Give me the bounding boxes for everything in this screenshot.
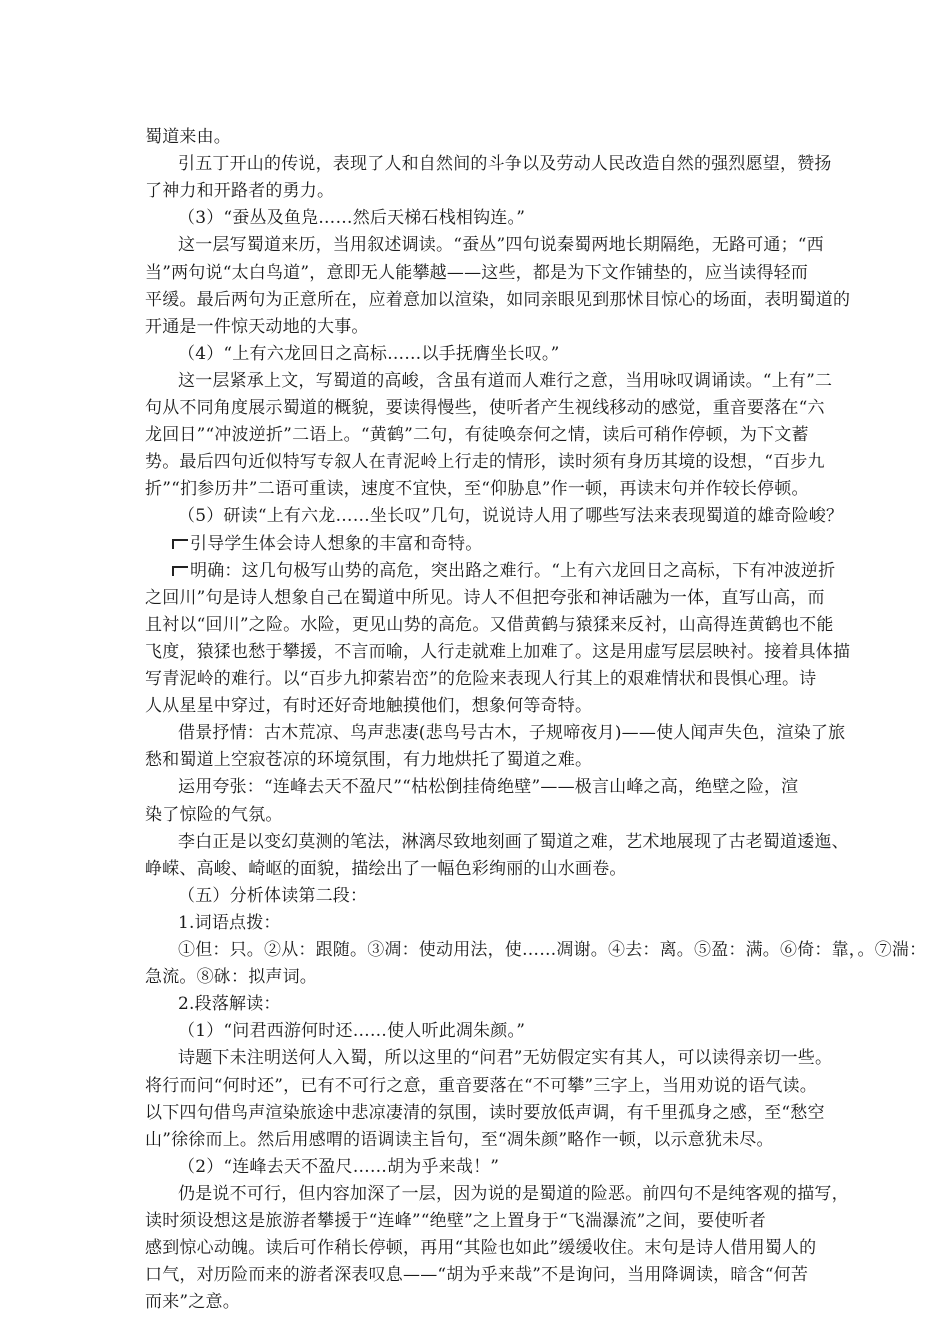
text-line: 且衬以“回川”之险。水险，更见山势的高危。又借黄鹤与猿猱来反衬，山高得连黄鹤也不能 bbox=[145, 614, 834, 635]
text-line: 以下四句借鸟声渲染旅途中悲凉凄清的氛围，读时要放低声调，有千里孤身之感，至“愁空 bbox=[145, 1102, 825, 1123]
text-line: （五）分析体读第二段： bbox=[178, 885, 368, 906]
text-line: 急流。⑧砯：拟声词。 bbox=[145, 967, 317, 988]
bracket-mark-icon bbox=[172, 566, 188, 576]
text-line bbox=[172, 531, 837, 558]
text-line: 之回川”句是诗人想象自己在蜀道中所见。诗人不但把夸张和神话融为一体，直写山高，而 bbox=[145, 587, 825, 608]
text-line: 势。最后四句近似特写专叙人在青泥岭上行走的情形，读时须有身历其境的设想，“百步九 bbox=[145, 452, 825, 473]
text-line: 了神力和开路者的勇力。 bbox=[145, 181, 335, 202]
text-line: 而来”之意。 bbox=[145, 1292, 240, 1313]
text-line: （3）“蚕丛及鱼凫……然后天梯石栈相钩连。” bbox=[178, 208, 526, 229]
text-line: 仍是说不可行，但内容加深了一层，因为说的是蜀道的险恶。前四句不是纯客观的描写， bbox=[178, 1183, 849, 1204]
text-line: ①但：只。②从：跟随。③凋：使动用法，使……凋谢。④去：离。⑤盈：满。⑥倚：靠，。⑦湍： bbox=[178, 940, 927, 960]
text-line: 诗题下未注明送何人入蜀，所以这里的“问君”无妨假定实有其人，可以读得亲切一些。 bbox=[178, 1048, 833, 1069]
text-line: 读时须设想这是旅游者攀援于“连峰”“绝壁”之上置身于“飞湍瀑流”之间，要使听者 bbox=[145, 1211, 766, 1231]
text-span: 引导学生体会诗人想象的丰富和奇特。 bbox=[190, 533, 483, 554]
text-line: 平缓。最后两句为正意所在，应着意加以渲染，如同亲眼见到那怵目惊心的场面，表明蜀道的 bbox=[145, 289, 851, 310]
text-line: （2）“连峰去天不盈尺……胡为乎来哉！” bbox=[178, 1156, 500, 1177]
bracket-mark-icon bbox=[172, 539, 188, 549]
text-line: 借景抒情：古木荒凉、鸟声悲凄(悲鸟号古木，子规啼夜月)——使人闻声失色，渲染了旅 bbox=[178, 723, 846, 744]
text-line: 龙回日”“冲波逆折”二语上。“黄鹤”二句，有徒唤奈何之情，读后可稍作停顿，为下文蓄 bbox=[145, 425, 809, 446]
text-line: 愁和蜀道上空寂苍凉的环境氛围，有力地烘托了蜀道之难。 bbox=[145, 750, 593, 771]
text-line: 运用夸张：“连峰去天不盈尺”“枯松倒挂倚绝壁”——极言山峰之高，绝壁之险，渲 bbox=[178, 777, 799, 798]
text-line: 飞度，猿猱也愁于攀援，不言而喻，人行走就难上加难了。这是用虚写层层映衬。接着具体描 bbox=[145, 641, 851, 662]
text-line: 当”两句说“太白鸟道”，意即无人能攀越——这些，都是为下文作铺垫的，应当读得轻而 bbox=[145, 262, 809, 283]
text-line: 山”徐徐而上。然后用感喟的语调读主旨句，至“凋朱颜”略作一顿，以示意犹未尽。 bbox=[145, 1129, 774, 1150]
text-line: 蜀道来由。 bbox=[145, 127, 231, 147]
text-line: 开通是一件惊天动地的大事。 bbox=[145, 316, 369, 337]
text-line: 这一层写蜀道来历，当用叙述调读。“蚕丛”四句说秦蜀两地长期隔绝，无路可通；“西 bbox=[178, 235, 824, 256]
text-line: （5）研读“上有六龙……坐长叹”几句，说说诗人用了哪些写法来表现蜀道的雄奇险峻？ bbox=[178, 506, 844, 527]
text-line: 人从星星中穿过，有时还好奇地触摸他们，想象何等奇特。 bbox=[145, 696, 593, 717]
text-line: 1.词语点拨： bbox=[178, 912, 281, 933]
text-line: 染了惊险的气氛。 bbox=[145, 804, 283, 825]
text-line: 李白正是以变幻莫测的笔法，淋漓尽致地刻画了蜀道之难，艺术地展现了古老蜀道逶迤、 bbox=[178, 831, 849, 852]
text-line: 这一层紧承上文，写蜀道的高峻，含虽有道而人难行之意，当用咏叹调诵读。“上有”二 bbox=[178, 370, 833, 391]
text-line: 2.段落解读： bbox=[178, 994, 281, 1015]
text-line: 写青泥岭的难行。以“百步九抑萦岩峦”的危险来表现人行其上的艰难情状和畏惧心理。诗 bbox=[145, 669, 817, 689]
text-line: 将行而问“何时还”，已有不可行之意，重音要落在“不可攀”三字上，当用劝说的语气读。 bbox=[145, 1075, 817, 1096]
text-line: 口气，对历险而来的游者深表叹息——“胡为乎来哉”不是询问，当用降调读，暗含“何苦 bbox=[145, 1265, 809, 1286]
text-span: 明确：这几句极写山势的高危，突出路之难行。“上有六龙回日之高标，下有冲波逆折 bbox=[190, 560, 836, 581]
text-line: 引五丁开山的传说，表现了人和自然间的斗争以及劳动人民改造自然的强烈愿望，赞扬 bbox=[178, 154, 832, 175]
text-line: 峥嵘、高峻、崎岖的面貌，描绘出了一幅色彩绚丽的山水画卷。 bbox=[145, 858, 627, 879]
text-line bbox=[172, 558, 837, 585]
text-line: 句从不同角度展示蜀道的概貌，要读得慢些，使听者产生视线移动的感觉，重音要落在“六 bbox=[145, 398, 825, 418]
text-line: （4）“上有六龙回日之高标……以手抚膺坐长叹。” bbox=[178, 343, 560, 364]
text-line: 折”“扪参历井”二语可重读，速度不宜快，至“仰胁息”作一顿，再读末句并作较长停顿。 bbox=[145, 479, 809, 500]
text-line: （1）“问君西游何时还……使人听此凋朱颜。” bbox=[178, 1021, 526, 1042]
text-line: 感到惊心动魄。读后可作稍长停顿，再用“其险也如此”缓缓收住。末句是诗人借用蜀人的 bbox=[145, 1238, 817, 1259]
